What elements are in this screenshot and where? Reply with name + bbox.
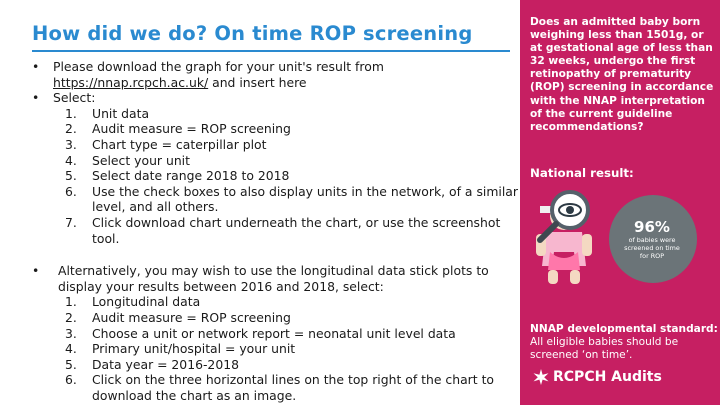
step-item xyxy=(32,121,522,137)
alternative-text: Alternatively, you may wish to use the longitudinal data stick plots to display your results between 2016 and 2018, select: xyxy=(58,263,489,294)
step-item xyxy=(32,153,522,169)
step-text: Data year = 2016-2018 xyxy=(92,356,239,372)
download-text-post: and insert here xyxy=(208,74,307,90)
bullet-marker: • xyxy=(32,90,40,106)
step-item xyxy=(32,106,522,122)
step-number: 6. xyxy=(65,183,77,199)
step-item xyxy=(32,294,522,310)
step-number: 2. xyxy=(65,309,77,325)
step-number: 4. xyxy=(65,152,77,168)
step-number: 2. xyxy=(65,121,77,137)
standard-text: All eligible babies should be screened ‘on time’. xyxy=(530,336,679,362)
alternative-steps xyxy=(32,294,522,403)
step-text: Audit measure = ROP screening xyxy=(92,121,291,137)
select-steps xyxy=(32,106,522,246)
step-number: 1. xyxy=(65,105,77,121)
step-item xyxy=(32,310,522,326)
step-number: 3. xyxy=(65,325,77,341)
step-item xyxy=(32,168,522,184)
step-text: Select your unit xyxy=(92,152,190,168)
step-text: Choose a unit or network report = neonatal unit level data xyxy=(92,325,456,341)
step-text: Longitudinal data xyxy=(92,294,201,310)
step-number: 5. xyxy=(65,168,77,184)
bullet-marker: • xyxy=(32,263,40,279)
step-text: Click on the three horizontal lines on the top right of the chart to download the chart as an image. xyxy=(92,372,495,403)
national-result-label: National result: xyxy=(530,166,634,180)
select-label: Select: xyxy=(53,90,96,106)
step-item xyxy=(32,184,522,215)
bullet-alternative xyxy=(32,263,522,294)
page-title: How did we do? On time ROP screening xyxy=(32,22,473,45)
step-text: Unit data xyxy=(92,105,150,121)
download-text-pre: Please download the graph for your unit's result from xyxy=(53,59,384,74)
rcpch-logo xyxy=(532,368,662,386)
info-panel xyxy=(520,0,720,405)
developmental-standard xyxy=(530,323,718,362)
title-underline xyxy=(32,50,510,52)
step-number: 1. xyxy=(65,294,77,310)
step-number: 3. xyxy=(65,136,77,152)
step-text: Select date range 2018 to 2018 xyxy=(92,168,290,184)
instructions-list xyxy=(32,59,522,403)
bullet-select xyxy=(32,90,522,106)
step-item xyxy=(32,372,522,403)
step-text: Click download chart underneath the chart, or use the screenshot tool. xyxy=(92,214,501,246)
standard-label: NNAP developmental standard: xyxy=(530,323,718,335)
bullet-download xyxy=(32,59,522,90)
step-item xyxy=(32,137,522,153)
step-item xyxy=(32,341,522,357)
brand-name: RCPCH Audits xyxy=(553,369,662,385)
national-percent-caption: of babies were screened on time for ROP xyxy=(624,236,680,261)
national-percent: 96% xyxy=(634,218,670,236)
step-number: 4. xyxy=(65,341,77,357)
step-text: Audit measure = ROP screening xyxy=(92,309,291,325)
national-percent-block xyxy=(620,218,684,261)
audit-question: Does an admitted baby born weighing less than 1501g, or at gestational age of less than 32 weeks, undergo the first retinopathy of prematurity (ROP) screening in accordance with the NNAP interpretation of the current guideline recommendations? xyxy=(530,16,714,133)
step-item xyxy=(32,326,522,342)
step-number: 5. xyxy=(65,356,77,372)
step-item xyxy=(32,215,522,246)
nnap-link[interactable]: https://nnap.rcpch.ac.uk/ xyxy=(53,74,209,90)
step-item xyxy=(32,357,522,373)
step-number: 6. xyxy=(65,372,77,388)
step-text: Use the check boxes to also display units in the network, of a similar level, and all others. xyxy=(92,183,518,215)
step-text: Chart type = caterpillar plot xyxy=(92,136,267,152)
step-number: 7. xyxy=(65,214,77,230)
step-text: Primary unit/hospital = your unit xyxy=(92,341,296,357)
rcpch-star-icon xyxy=(532,368,550,386)
bullet-marker: • xyxy=(32,59,40,74)
